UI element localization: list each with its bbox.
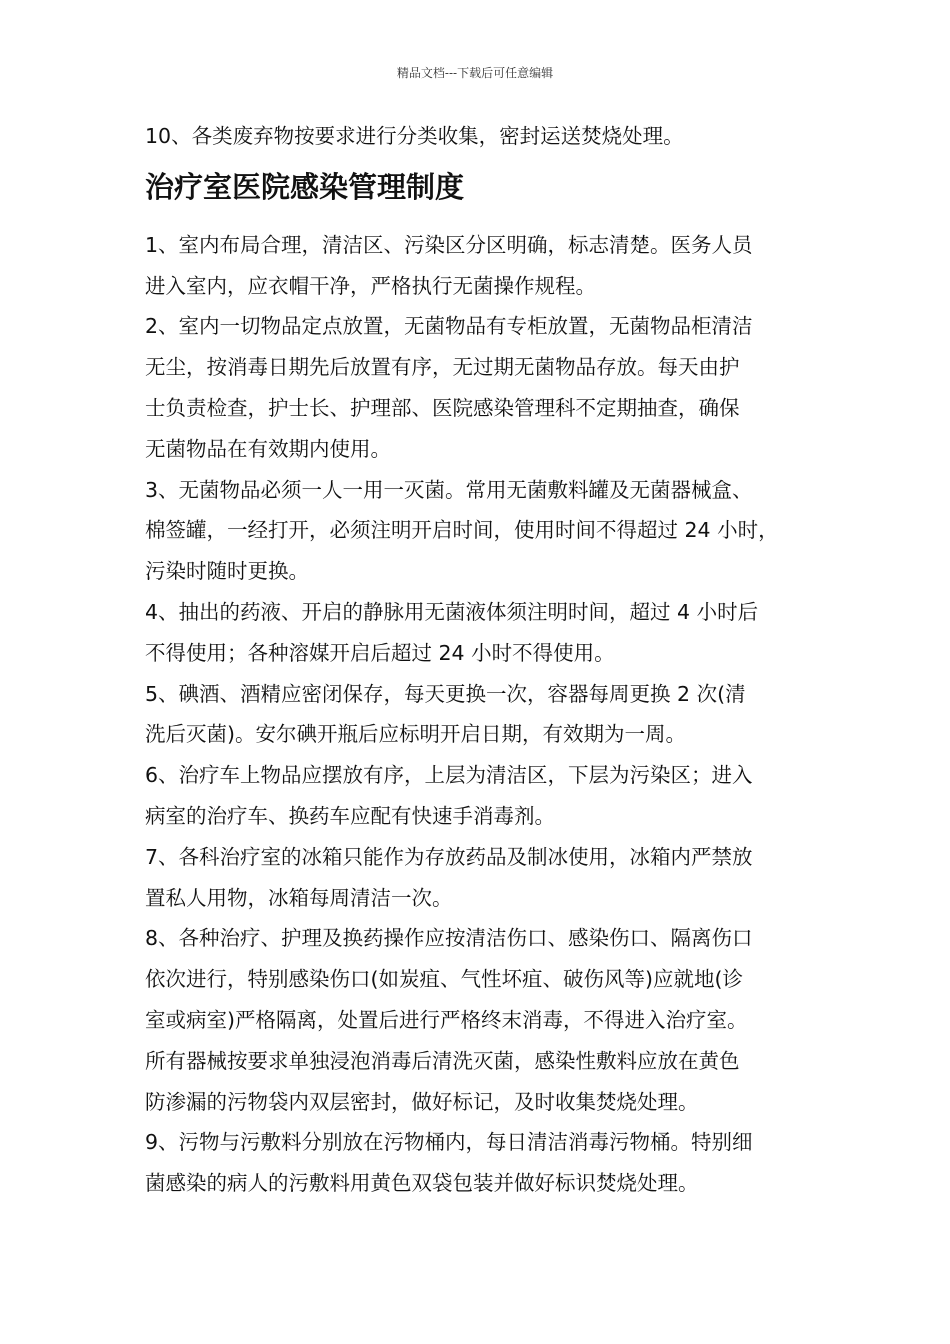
document-title: 治疗室医院感染管理制度 <box>145 169 465 204</box>
text-line: 病室的治疗车、换药车应配有快速手消毒剂。 <box>145 803 555 828</box>
text-line: 士负责检查，护士长、护理部、医院感染管理科不定期抽查，确保 <box>145 395 740 420</box>
text-line: 菌感染的病人的污敷料用黄色双袋包装并做好标识焚烧处理。 <box>145 1171 699 1196</box>
text-line: 无尘，按消毒日期先后放置有序，无过期无菌物品存放。每天由护 <box>145 355 740 380</box>
text-line: 1、室内布局合理，清洁区、污染区分区明确，标志清楚。医务人员 <box>145 232 753 257</box>
page-header: 精品文档---下载后可任意编辑 <box>396 66 554 80</box>
text-line: 4、抽出的药液、开启的静脉用无菌液体须注明时间，超过 4 小时后 <box>145 599 759 624</box>
text-line: 棉签罐，一经打开，必须注明开启时间，使用时间不得超过 24 小时， <box>145 518 779 543</box>
text-line: 不得使用；各种溶媒开启后超过 24 小时不得使用。 <box>145 640 615 665</box>
intro-paragraph: 10、各类废弃物按要求进行分类收集，密封运送焚烧处理。 <box>145 124 684 148</box>
text-line: 8、各种治疗、护理及换药操作应按清洁伤口、感染伤口、隔离伤口 <box>145 926 753 951</box>
text-line: 5、碘酒、酒精应密闭保存，每天更换一次，容器每周更换 2 次(清 <box>145 681 746 706</box>
text-line: 进入室内，应衣帽干净，严格执行无菌操作规程。 <box>145 273 596 298</box>
text-line: 洗后灭菌)。安尔碘开瓶后应标明开启日期，有效期为一周。 <box>145 722 686 747</box>
text-line: 室或病室)严格隔离，处置后进行严格终末消毒，不得进入治疗室。 <box>145 1007 748 1032</box>
rules-list <box>145 225 817 1204</box>
text-line: 3、无菌物品必须一人一用一灭菌。常用无菌敷料罐及无菌器械盒、 <box>145 477 753 502</box>
text-line: 9、污物与污敷料分别放在污物桶内，每日清洁消毒污物桶。特别细 <box>145 1130 753 1155</box>
text-line: 7、各科治疗室的冰箱只能作为存放药品及制冰使用，冰箱内严禁放 <box>145 844 753 869</box>
text-line: 防渗漏的污物袋内双层密封，做好标记，及时收集焚烧处理。 <box>145 1089 699 1114</box>
text-line: 置私人用物，冰箱每周清洁一次。 <box>145 885 453 910</box>
text-line: 依次进行，特别感染伤口(如炭疽、气性坏疽、破伤风等)应就地(诊 <box>145 967 743 992</box>
document-body <box>145 116 817 1204</box>
text-line: 所有器械按要求单独浸泡消毒后清洗灭菌，感染性敷料应放在黄色 <box>145 1048 740 1073</box>
text-line: 2、室内一切物品定点放置，无菌物品有专柜放置，无菌物品柜清洁 <box>145 314 753 339</box>
text-line: 无菌物品在有效期内使用。 <box>145 436 391 461</box>
text-line: 6、治疗车上物品应摆放有序，上层为清洁区，下层为污染区；进入 <box>145 763 753 788</box>
text-line: 污染时随时更换。 <box>145 559 309 584</box>
